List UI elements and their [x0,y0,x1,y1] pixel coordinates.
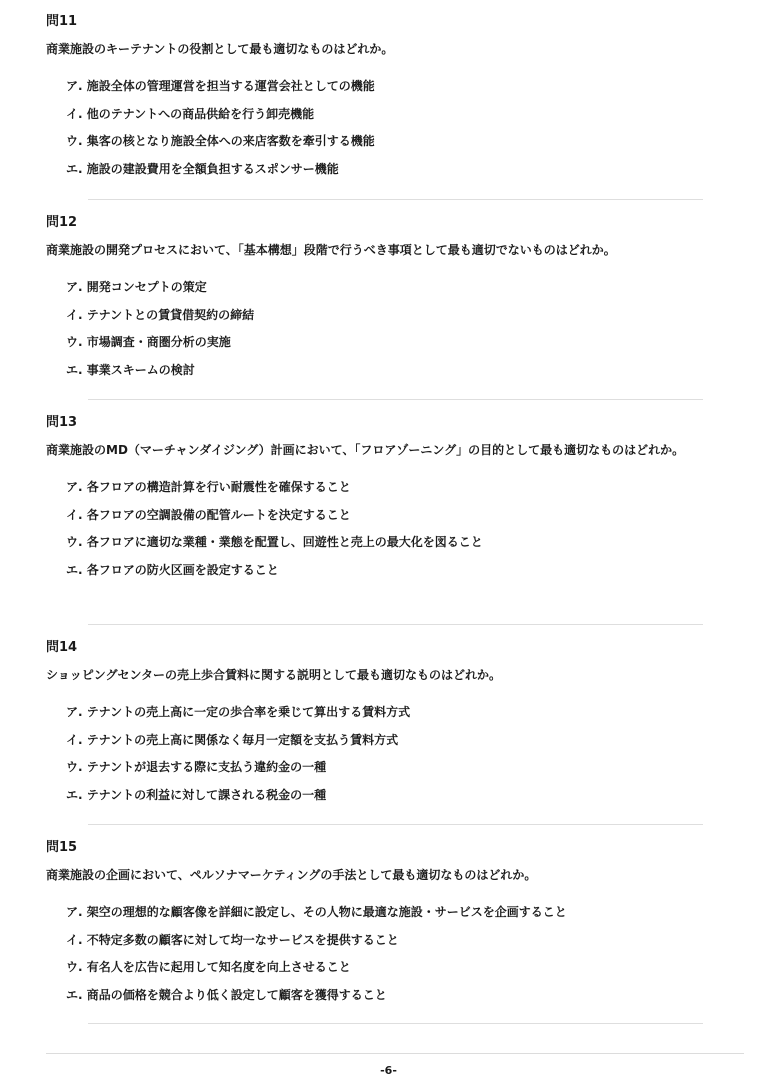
option-a: ア. 開発コンセプトの策定 [66,280,207,294]
answer-options [66,73,746,183]
option-a: ア. 施設全体の管理運営を担当する運営会社としての機能 [66,79,375,93]
option-e: エ. 施設の建設費用を全額負担するスポンサー機能 [66,161,339,176]
footer-rule [46,1053,744,1054]
option-u: ウ. テナントが退去する際に支払う違約金の一種 [66,760,327,774]
question-14 [46,640,746,809]
question-number: 問12 [46,215,78,230]
option-i: イ. 各フロアの空調設備の配管ルートを決定すること [66,507,351,522]
answer-options [66,474,746,584]
option-a: ア. テナントの売上高に一定の歩合率を乗じて算出する賃料方式 [66,705,411,719]
question-text: 商業施設のMD（マーチャンダイジング）計画において、「フロアゾーニング」の目的として最も適切なものはどれか。 [46,443,685,457]
answer-options [66,899,746,1009]
question-number: 問11 [46,14,78,29]
question-text: 商業施設の企画において、ペルソナマーケティングの手法として最も適切なものはどれか。 [46,868,537,882]
option-u: ウ. 集客の核となり施設全体への来店客数を牽引する機能 [66,134,375,148]
question-text: 商業施設のキーテナントの役割として最も適切なものはどれか。 [46,42,394,56]
question-number: 問14 [46,640,78,655]
option-i: イ. テナントとの賃貸借契約の締結 [66,307,255,322]
option-e: エ. 各フロアの防火区画を設定すること [66,562,279,577]
option-e: エ. テナントの利益に対して課される税金の一種 [66,787,327,802]
question-12 [46,215,746,384]
answer-options [66,274,746,384]
question-divider [88,624,703,625]
question-divider [88,199,703,200]
option-e: エ. 事業スキームの検討 [66,362,195,377]
question-11 [46,14,746,183]
question-number: 問13 [46,415,78,430]
question-15 [46,840,746,1009]
answer-options [66,699,746,809]
question-divider [88,399,703,400]
option-a: ア. 架空の理想的な顧客像を詳細に設定し、その人物に最適な施設・サービスを企画すること [66,905,567,919]
option-u: ウ. 各フロアに適切な業種・業態を配置し、回遊性と売上の最大化を図ること [66,535,483,549]
option-a: ア. 各フロアの構造計算を行い耐震性を確保すること [66,480,351,494]
question-13 [46,415,746,584]
question-divider [88,1023,703,1024]
option-u: ウ. 有名人を広告に起用して知名度を向上させること [66,960,351,974]
option-i: イ. 不特定多数の顧客に対して均一なサービスを提供すること [66,932,399,947]
option-u: ウ. 市場調査・商圏分析の実施 [66,335,231,349]
question-divider [88,824,703,825]
option-i: イ. 他のテナントへの商品供給を行う卸売機能 [66,106,315,121]
question-number: 問15 [46,840,78,855]
page-number: -6- [380,1064,397,1077]
question-text: ショッピングセンターの売上歩合賃料に関する説明として最も適切なものはどれか。 [46,668,502,682]
question-text: 商業施設の開発プロセスにおいて、「基本構想」段階で行うべき事項として最も適切でないものはどれか。 [46,243,616,257]
option-e: エ. 商品の価格を競合より低く設定して顧客を獲得すること [66,987,387,1002]
option-i: イ. テナントの売上高に関係なく毎月一定額を支払う賃料方式 [66,732,399,747]
